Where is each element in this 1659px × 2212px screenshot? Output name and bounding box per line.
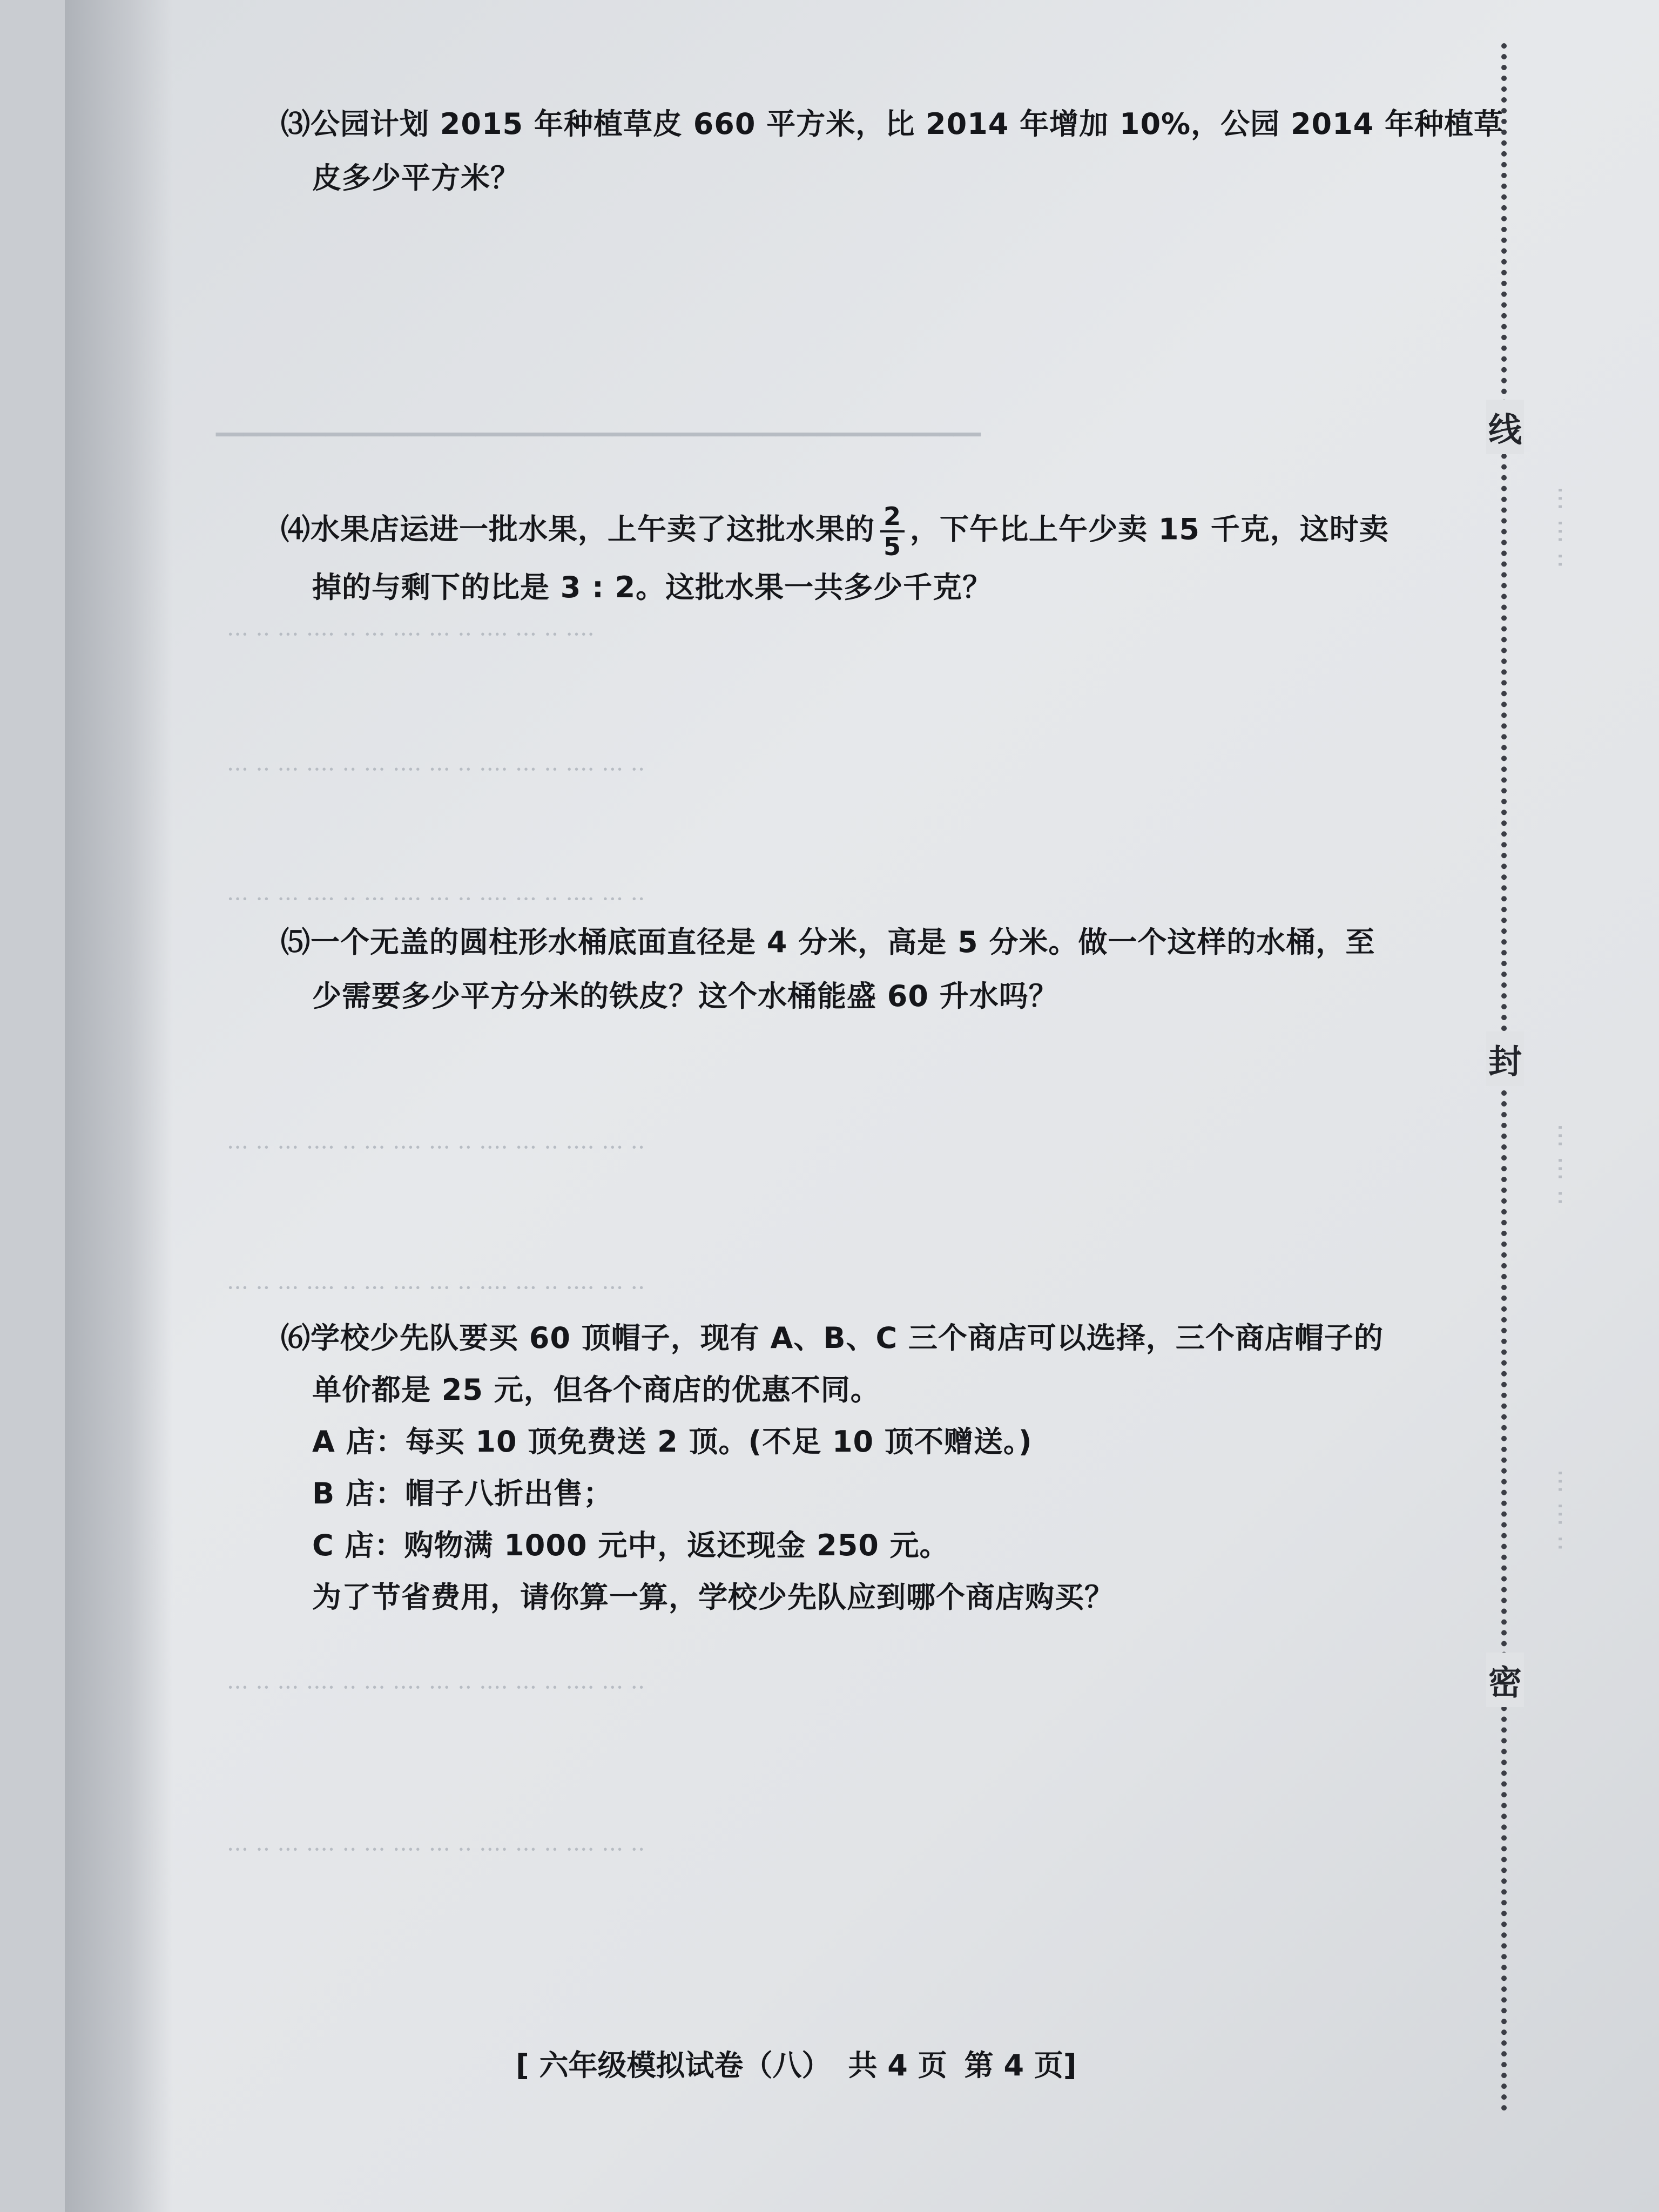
binding-label-mi: 密 bbox=[1486, 1653, 1524, 1707]
question-6 bbox=[281, 1312, 1384, 1623]
page-footer bbox=[516, 2042, 1094, 2084]
fraction bbox=[880, 502, 905, 561]
question-text: 少需要多少平方分米的铁皮？这个水桶能盛 60 升水吗？ bbox=[312, 979, 1058, 1013]
store-b-offer: B 店：帽子八折出售； bbox=[312, 1476, 613, 1510]
fraction-denominator: 5 bbox=[884, 532, 902, 561]
show-through-line: ··· ·· ··· ···· ·· ··· ···· ··· ·· ···· ··· ·· ···· bbox=[227, 621, 595, 648]
margin-show-through: ··· ··· ·· bbox=[1545, 1469, 1575, 1552]
binding-label-xian: 线 bbox=[1486, 400, 1524, 454]
margin-show-through: ··· ··· ·· bbox=[1545, 1123, 1575, 1206]
total-pages: 共 4 页 bbox=[848, 2048, 947, 2082]
question-text: 公园计划 2015 年种植草皮 660 平方米，比 2014 年增加 10%，公园 2014 年种植草 bbox=[311, 107, 1504, 141]
exam-page bbox=[65, 0, 1659, 2212]
fraction-numerator: 2 bbox=[880, 502, 905, 532]
show-through-line: ··· ·· ··· ···· ·· ··· ···· ··· ·· ···· ··· ·· ···· ··· ·· bbox=[227, 756, 645, 783]
question-number: ⑸ bbox=[281, 925, 311, 959]
binding-label-feng: 封 bbox=[1486, 1031, 1524, 1086]
show-through-line: ··· ·· ··· ···· ·· ··· ···· ··· ·· ···· ··· ·· ···· ··· ·· bbox=[227, 1674, 645, 1701]
question-text: 掉的与剩下的比是 3 : 2。这批水果一共多少千克？ bbox=[312, 570, 993, 604]
show-through-line: ··· ·· ··· ···· ·· ··· ···· ··· ·· ···· ··· ·· ···· ··· ·· bbox=[227, 1836, 645, 1863]
show-through-line: ━━━━━━━━━━━━━━━━━━━━━━━━━━━━━━━━━━━━━━━━━━━━━━━━━━━━━━━━ bbox=[216, 421, 981, 448]
show-through-line: ··· ·· ··· ···· ·· ··· ···· ··· ·· ···· ··· ·· ···· ··· ·· bbox=[227, 886, 645, 912]
page-shadow bbox=[65, 0, 173, 2212]
question-number: ⑶ bbox=[281, 107, 311, 141]
question-text: 皮多少平方米？ bbox=[312, 161, 520, 195]
show-through-line: ··· ·· ··· ···· ·· ··· ···· ··· ·· ···· ··· ·· ···· ··· ·· bbox=[227, 1274, 645, 1301]
margin-show-through: ··· ··· ·· bbox=[1545, 486, 1575, 569]
question-text: 为了节省费用，请你算一算，学校少先队应到哪个商店购买？ bbox=[312, 1580, 1114, 1614]
store-a-offer: A 店：每买 10 顶免费送 2 顶。(不足 10 顶不赠送。) bbox=[312, 1425, 1033, 1459]
question-5 bbox=[281, 915, 1375, 1023]
show-through-line: ··· ·· ··· ···· ·· ··· ···· ··· ·· ···· ··· ·· ···· ··· ·· bbox=[227, 1134, 645, 1161]
exam-title: [ 六年级模拟试卷（八） bbox=[516, 2048, 831, 2082]
question-3 bbox=[281, 97, 1503, 205]
question-number: ⑹ bbox=[281, 1321, 311, 1355]
page-number: 第 4 页] bbox=[964, 2048, 1077, 2082]
question-4 bbox=[281, 502, 1389, 615]
question-text: ，下午比上午少卖 15 千克，这时卖 bbox=[910, 512, 1389, 547]
question-text: 一个无盖的圆柱形水桶底面直径是 4 分米，高是 5 分米。做一个这样的水桶，至 bbox=[311, 925, 1375, 959]
question-number: ⑷ bbox=[281, 512, 311, 547]
question-text: 水果店运进一批水果，上午卖了这批水果的 bbox=[311, 512, 875, 547]
question-text: 学校少先队要买 60 顶帽子，现有 A、B、C 三个商店可以选择，三个商店帽子的 bbox=[311, 1321, 1384, 1355]
store-c-offer: C 店：购物满 1000 元中，返还现金 250 元。 bbox=[312, 1528, 949, 1562]
question-text: 单价都是 25 元，但各个商店的优惠不同。 bbox=[312, 1373, 880, 1407]
